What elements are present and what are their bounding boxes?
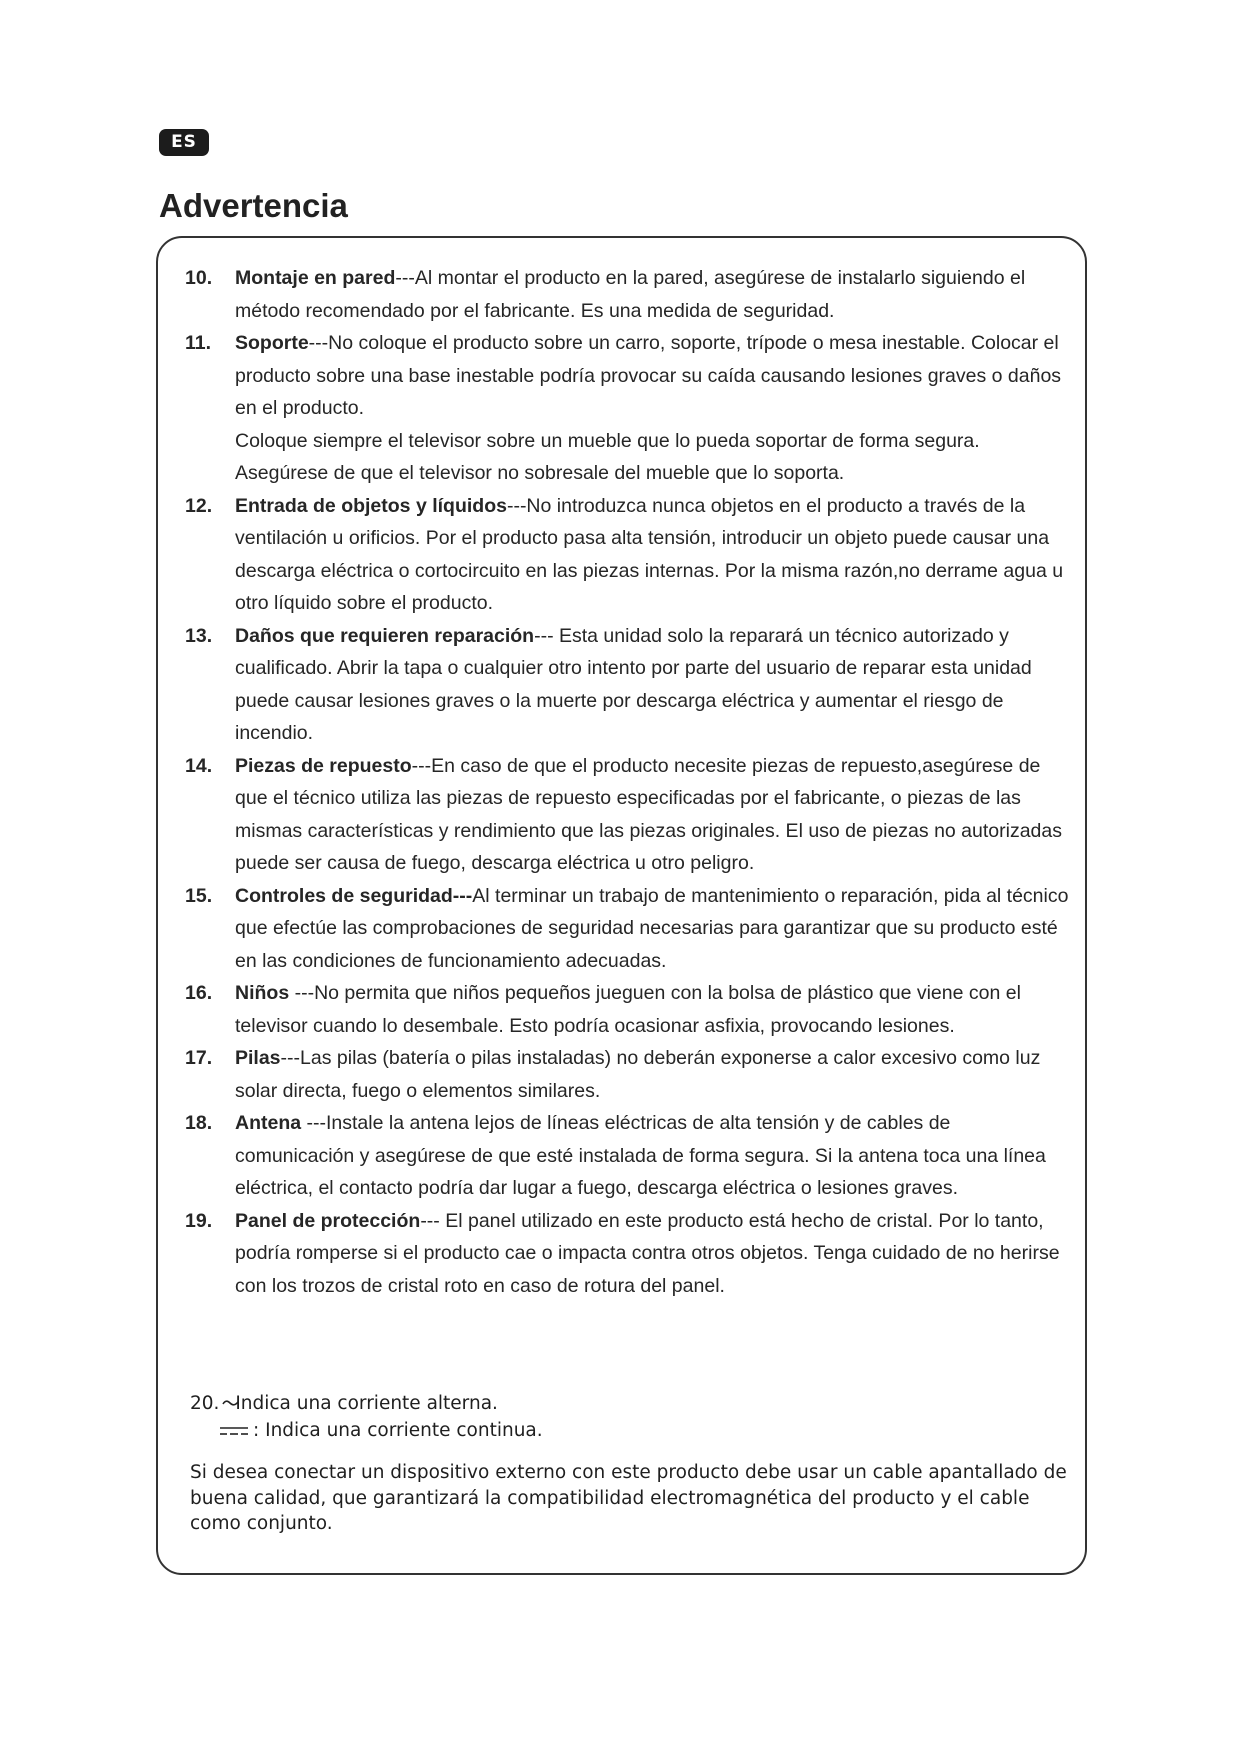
item-number: 18. [185,1112,213,1134]
item-title: Antena [235,1112,302,1134]
item-number: 12. [185,494,213,517]
item-number: 13. [185,624,213,647]
item-title: Controles de seguridad--- [235,884,473,907]
dc-symbol-line [190,1418,1099,1444]
item-number: 17. [185,1047,213,1069]
item-number: 16. [185,982,213,1004]
warning-item [185,262,1075,327]
ac-symbol-line [190,1391,1070,1417]
ac-symbol-icon [225,1395,237,1409]
item-text: ---No introduzca nunca objetos en el producto a través de la ventilación u orificios. Por el producto pasa alta tensión, introducir un objeto puede causar una descarga eléctrica o cortocircuito en las piezas internas. Por la misma razón,no derrame agua u otro líquido sobre el producto. [235,494,1064,614]
shielded-cable-note: Si desea conectar un dispositivo externo con este producto debe usar un cable apantallado de buena calidad, que garantizará la compatibilidad electromagnética del producto y el cable como conjunto. [190,1462,1067,1534]
item-title: Panel de protección [235,1209,421,1232]
symbol-item-number: 20. [190,1393,220,1414]
dc-symbol-text: : Indica una corriente continua. [253,1420,543,1441]
item-number: 10. [185,267,213,289]
item-title: Montaje en pared [235,267,396,289]
item-text: Al terminar un trabajo de mantenimiento o reparación, pida al técnico que efectúe las comprobaciones de seguridad necesarias para garantizar que su producto esté en las condiciones de funcionamiento adecuadas. [235,884,1069,972]
warning-item [185,977,1075,1042]
item-text: ---Instale la antena lejos de líneas eléctricas de alta tensión y de cables de comunicación y asegúrese de que esté instalada de forma segura. Si la antena toca una línea eléctrica, el contacto podría dar lugar a fuego, descarga eléctrica o lesiones graves. [235,1112,1046,1199]
warning-item [185,1107,1075,1205]
dc-symbol-icon [219,1425,249,1437]
item-text: ---Al montar el producto en la pared, asegúrese de instalarlo siguiendo el método recomendado por el fabricante. Es una medida de seguridad. [235,267,1026,322]
language-badge: ES [159,129,209,156]
item-text: ---En caso de que el producto necesite piezas de repuesto,asegúrese de que el técnico utiliza las piezas de repuesto especificadas por el fabricante, o piezas de las mismas características y rendimiento que las piezas originales. El uso de piezas no autorizadas puede ser causa de fuego, descarga eléctrica u otro peligro. [235,754,1062,874]
item-text: --- El panel utilizado en este producto está hecho de cristal. Por lo tanto, podría romperse si el producto cae o impacta contra otros objetos. Tenga cuidado de no herirse con los trozos de cristal roto en caso de rotura del panel. [235,1209,1060,1297]
item-title: Entrada de objetos y líquidos [235,494,507,517]
warning-item [185,327,1075,490]
warning-item [185,1205,1075,1303]
warning-item [185,1042,1075,1107]
warning-list [185,262,1075,1302]
item-title: Piezas de repuesto [235,754,412,777]
item-title: Soporte [235,332,309,354]
page-title: Advertencia [159,187,348,224]
ac-symbol-text: Indica una corriente alterna. [235,1393,498,1414]
item-number: 19. [185,1209,213,1232]
warning-item [185,620,1075,750]
item-number: 14. [185,754,213,777]
item-text: ---No permita que niños pequeños jueguen con la bolsa de plástico que viene con el televisor cuando lo desembale. Esto podría ocasionar asfixia, provocando lesiones. [235,982,1021,1037]
item-text: ---Las pilas (batería o pilas instaladas) no deberán exponerse a calor excesivo como luz solar directa, fuego o elementos similares. [235,1047,1041,1102]
warning-item [185,750,1075,880]
warning-item [185,880,1075,978]
item-extra-text: Coloque siempre el televisor sobre un mueble que lo pueda soportar de forma segura. Asegúrese de que el televisor no sobresale del mueble que lo soporta. [235,429,980,484]
item-text: ---No coloque el producto sobre un carro, soporte, trípode o mesa inestable. Colocar el producto sobre una base inestable podría provocar su caída causando lesiones graves o daños en el producto. [235,332,1062,419]
item-number: 15. [185,884,213,907]
warning-item [185,490,1075,620]
item-text: --- Esta unidad solo la reparará un técnico autorizado y cualificado. Abrir la tapa o cualquier otro intento por parte del usuario de reparar esta unidad puede causar lesiones graves o la muerte por descarga eléctrica y aumentar el riesgo de incendio. [235,624,1032,744]
item-title: Niños [235,982,290,1004]
item-title: Pilas [235,1047,281,1069]
item-number: 11. [185,332,212,354]
item-title: Daños que requieren reparación [235,624,535,647]
